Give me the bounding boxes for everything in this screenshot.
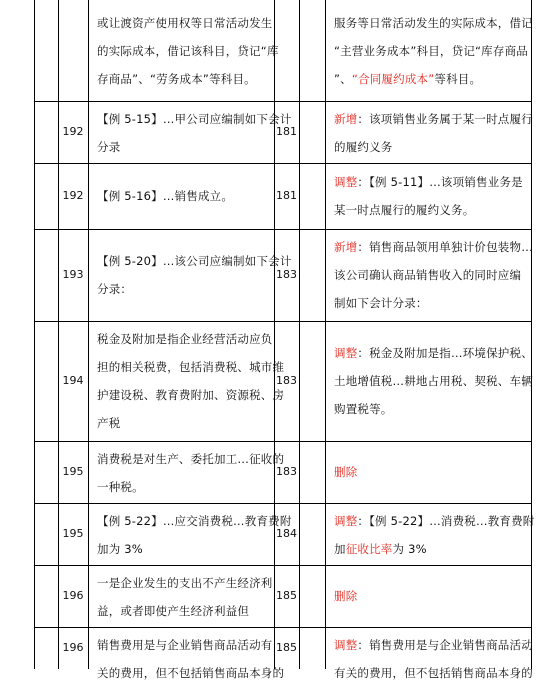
revised-text-line [334,65,533,93]
revised-text-segment: ”、 [334,71,352,86]
revised-text-segment: ：【例 5-11】…该项销售业务是 [357,175,523,189]
original-text-line: 【例 5-22】…应交消费税…教育费附 [97,514,292,528]
revised-page-number: 185 [276,641,297,654]
original-text-cell [97,182,233,210]
revised-text-segment: 有关的费用，但不包括销售商品本身的 [334,666,533,680]
original-text-cell [97,445,284,501]
original-text-line: 或让渡资产使用权等日常活动发生 [97,15,273,30]
revised-text-line [334,367,533,395]
revised-text-cell [334,233,533,317]
original-text-line: 一是企业发生的支出不产生经济利 [97,576,273,590]
revised-text-segment: 服务等日常活动发生的实际成本，借记 [334,15,533,30]
original-text-cell [97,9,279,93]
revised-text-segment: 为 3% [392,542,427,556]
original-page-number: 195 [62,465,84,478]
original-text-line: 产税 [97,416,121,430]
revised-text-line [334,339,533,367]
revised-text-line [334,289,533,317]
original-page-number: 192 [62,125,84,138]
revised-text-segment: ：销售商品领用单独计价包装物… [357,240,533,254]
change-marker: “合同履约成本” [351,71,435,86]
original-text-line: 护建设税、教育费附加、资源税、房 [97,388,285,402]
revised-text-line [334,9,533,37]
revised-page-number: 185 [276,589,297,602]
original-page-number: 193 [62,268,84,281]
row-rule [34,565,531,566]
original-page-number: 194 [62,374,84,387]
revised-page-number: 183 [276,465,297,478]
change-marker: 征收比率 [345,542,393,556]
revised-text-cell [334,339,533,423]
change-marker: 调整 [334,175,358,189]
revised-text-segment: 土地增值税…耕地占用税、契税、车辆 [334,374,533,388]
revised-text-cell [334,168,523,224]
revised-text-cell [334,458,357,486]
revised-text-cell [334,631,533,687]
revised-text-segment: “主营业务成本”科目，贷记“库存商品 [334,43,528,58]
revised-page-number: 184 [276,527,297,540]
revised-text-segment: 的履约义务 [334,140,393,154]
row-rule [34,101,531,102]
revised-page-number: 181 [276,189,297,202]
original-text-line: 担的相关税费，包括消费税、城市维 [97,360,285,374]
original-text-line: 存商品”、“劳务成本”等科目。 [97,71,256,86]
revised-text-line [334,659,533,687]
row-rule [34,503,531,504]
original-text-line: 消费税是对生产、委托加工…征收的 [97,452,285,466]
original-page-number: 195 [62,527,84,540]
revised-text-line [334,233,533,261]
revised-text-segment: ：该项销售业务属于某一时点履行 [357,112,533,126]
change-marker: 删除 [334,589,358,603]
revised-text-line [334,168,523,196]
revised-text-line [334,631,533,659]
original-text-cell [97,569,273,625]
original-text-line: 益，或者即使产生经济利益但 [97,604,250,618]
change-marker: 新增 [334,240,358,254]
revised-text-line [334,261,533,289]
original-text-line: 销售费用是与企业销售商品活动有 [97,638,273,652]
row-rule [34,627,531,628]
original-text-cell [97,105,292,161]
row-rule [34,163,531,164]
original-page-number: 196 [62,641,84,654]
revised-text-line [334,582,357,610]
change-marker: 调整 [334,638,358,652]
row-rule [34,229,531,230]
revised-text-segment: 等科目。 [434,71,482,86]
revised-page-number: 181 [276,125,297,138]
revised-text-line [334,196,523,224]
revised-text-segment: 加 [334,542,346,556]
revised-text-segment: 购置税等。 [334,402,393,416]
original-page-number: 196 [62,589,84,602]
original-text-cell [97,325,284,437]
revised-text-line [334,105,533,133]
original-page-number: 192 [62,189,84,202]
original-text-cell [97,507,292,563]
revised-text-segment: 某一时点履行的履约义务。 [334,203,475,217]
original-text-cell [97,247,292,303]
change-marker: 调整 [334,346,358,360]
original-text-line: 【例 5-15】…甲公司应编制如下会计 [97,112,292,126]
original-text-line: 【例 5-16】…销售成立。 [97,189,234,203]
revised-text-cell [334,582,357,610]
original-text-line: 加为 3% [97,542,143,556]
change-marker: 调整 [334,514,358,528]
revised-text-line [334,458,357,486]
revised-page-number: 183 [276,268,297,281]
revised-text-line [334,133,533,161]
row-rule [34,321,531,322]
original-text-line: 一种税。 [97,480,144,494]
original-text-line: 关的费用，但不包括销售商品本身的 [97,666,285,680]
revised-text-line [334,535,535,563]
revised-text-segment: 制如下会计分录： [334,296,428,310]
original-text-line: 分录： [97,282,133,296]
original-text-line: 分录 [97,140,121,154]
revised-text-cell [334,9,533,93]
revised-text-segment: 该公司确认商品销售收入的同时应编 [334,268,522,282]
revised-text-segment: ：销售费用是与企业销售商品活动 [357,638,533,652]
revised-text-line [334,395,533,423]
column-rule [531,0,532,669]
original-text-line: 税金及附加是指企业经营活动应负 [97,332,273,346]
original-text-line: 【例 5-20】…该公司应编制如下会计 [97,254,292,268]
change-marker: 删除 [334,465,358,479]
original-text-line: 的实际成本，借记该科目，贷记“库 [97,43,279,58]
original-text-cell [97,631,284,687]
revised-page-number: 183 [276,374,297,387]
revised-text-cell [334,507,535,563]
revised-text-segment: ：税金及附加是指…环境保护税、 [357,346,533,360]
revised-text-cell [334,105,533,161]
revised-text-segment: ：【例 5-22】…消费税…教育费附 [357,514,535,528]
revised-text-line [334,507,535,535]
revised-text-line [334,37,533,65]
row-rule [34,441,531,442]
change-marker: 新增 [334,112,358,126]
